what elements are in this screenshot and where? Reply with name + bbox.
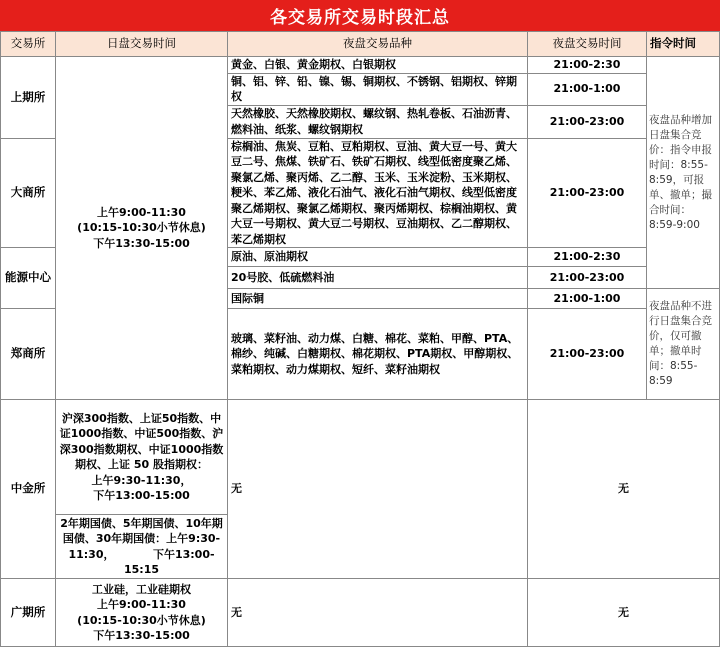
night-time: 21:00-1:00 [528, 73, 647, 105]
order-note-no-auction: 夜盘品种不进行日盘集合竞价，仅可撤单；撤单时间：8:55-8:59 [647, 289, 720, 400]
night-products: 20号胶、低硫燃料油 [228, 267, 528, 289]
night-time: 21:00-23:00 [528, 267, 647, 289]
night-time: 21:00-23:00 [528, 105, 647, 138]
shared-day-session: 上午9:00-11:30 (10:15-10:30小节休息) 下午13:30-15:00 [56, 57, 228, 400]
order-note-auction: 夜盘品种增加日盘集合竞价：指令申报时间：8:55-8:59，可报单、撤单；撮合时间：8:59-9:00 [647, 57, 720, 289]
exchange-ine: 能源中心 [1, 248, 56, 309]
exchange-dce: 大商所 [1, 138, 56, 248]
night-time: 21:00-2:30 [528, 248, 647, 267]
night-products: 棕榈油、焦炭、豆粕、豆粕期权、豆油、黄大豆一号、黄大豆二号、焦煤、铁矿石、铁矿石期权、线型低密度聚乙烯、聚氯乙烯、聚丙烯、乙二醇、玉米、玉米淀粉、玉米期权、粳米、苯乙烯、液化石油气、液化石油气期权、线型低密度聚乙烯期权、聚氯乙烯期权、聚丙烯期权、棕榈油期权、黄大豆一号期权、黄大豆二号期权、豆油期权、乙二醇期权、苯乙烯期权 [228, 138, 528, 248]
table-row [1, 57, 720, 74]
night-time: 21:00-2:30 [528, 57, 647, 74]
page-title: 各交易所交易时段汇总 [0, 0, 720, 31]
col-header-night-products: 夜盘交易品种 [228, 32, 528, 57]
col-header-order-time: 指令时间 [647, 32, 720, 57]
night-time: 21:00-23:00 [528, 309, 647, 400]
col-header-day-session: 日盘交易时间 [56, 32, 228, 57]
header-row [1, 32, 720, 57]
night-products: 玻璃、菜籽油、动力煤、白糖、棉花、菜粕、甲醇、PTA、棉纱、纯碱、白糖期权、棉花期权、PTA期权、甲醇期权、菜粕期权、动力煤期权、短纤、菜籽油期权 [228, 309, 528, 400]
night-products: 铜、铝、锌、铅、镍、锡、铜期权、不锈钢、铝期权、锌期权 [228, 73, 528, 105]
night-products: 黄金、白银、黄金期权、白银期权 [228, 57, 528, 74]
exchange-gfex: 广期所 [1, 579, 56, 647]
exchange-shfe: 上期所 [1, 57, 56, 139]
night-products: 原油、原油期权 [228, 248, 528, 267]
night-time: 无 [528, 579, 720, 647]
trading-hours-table [0, 31, 720, 647]
night-products: 国际铜 [228, 289, 528, 309]
day-session-bonds: 2年期国债、5年期国债、10年期国债、30年期国债：上午9:30-11:30， 下午13:00-15:15 [56, 515, 228, 579]
col-header-exchange: 交易所 [1, 32, 56, 57]
exchange-cffex: 中金所 [1, 400, 56, 579]
exchange-czce: 郑商所 [1, 309, 56, 400]
night-products: 无 [228, 400, 528, 579]
night-time: 无 [528, 400, 720, 579]
table-row [1, 400, 720, 515]
day-session-index: 沪深300指数、上证50指数、中证1000指数、中证500指数、沪深300指数期权、中证1000指数期权、上证 50 股指期权： 上午9:30-11:30， 下午13:00-15:00 [56, 400, 228, 515]
day-session-gfex: 工业硅，工业硅期权 上午9:00-11:30 (10:15-10:30小节休息) 下午13:30-15:00 [56, 579, 228, 647]
night-time: 21:00-1:00 [528, 289, 647, 309]
table-row [1, 579, 720, 647]
night-products: 无 [228, 579, 528, 647]
night-time: 21:00-23:00 [528, 138, 647, 248]
col-header-night-time: 夜盘交易时间 [528, 32, 647, 57]
night-products: 天然橡胶、天然橡胶期权、螺纹钢、热轧卷板、石油沥青、燃料油、纸浆、螺纹钢期权 [228, 105, 528, 138]
